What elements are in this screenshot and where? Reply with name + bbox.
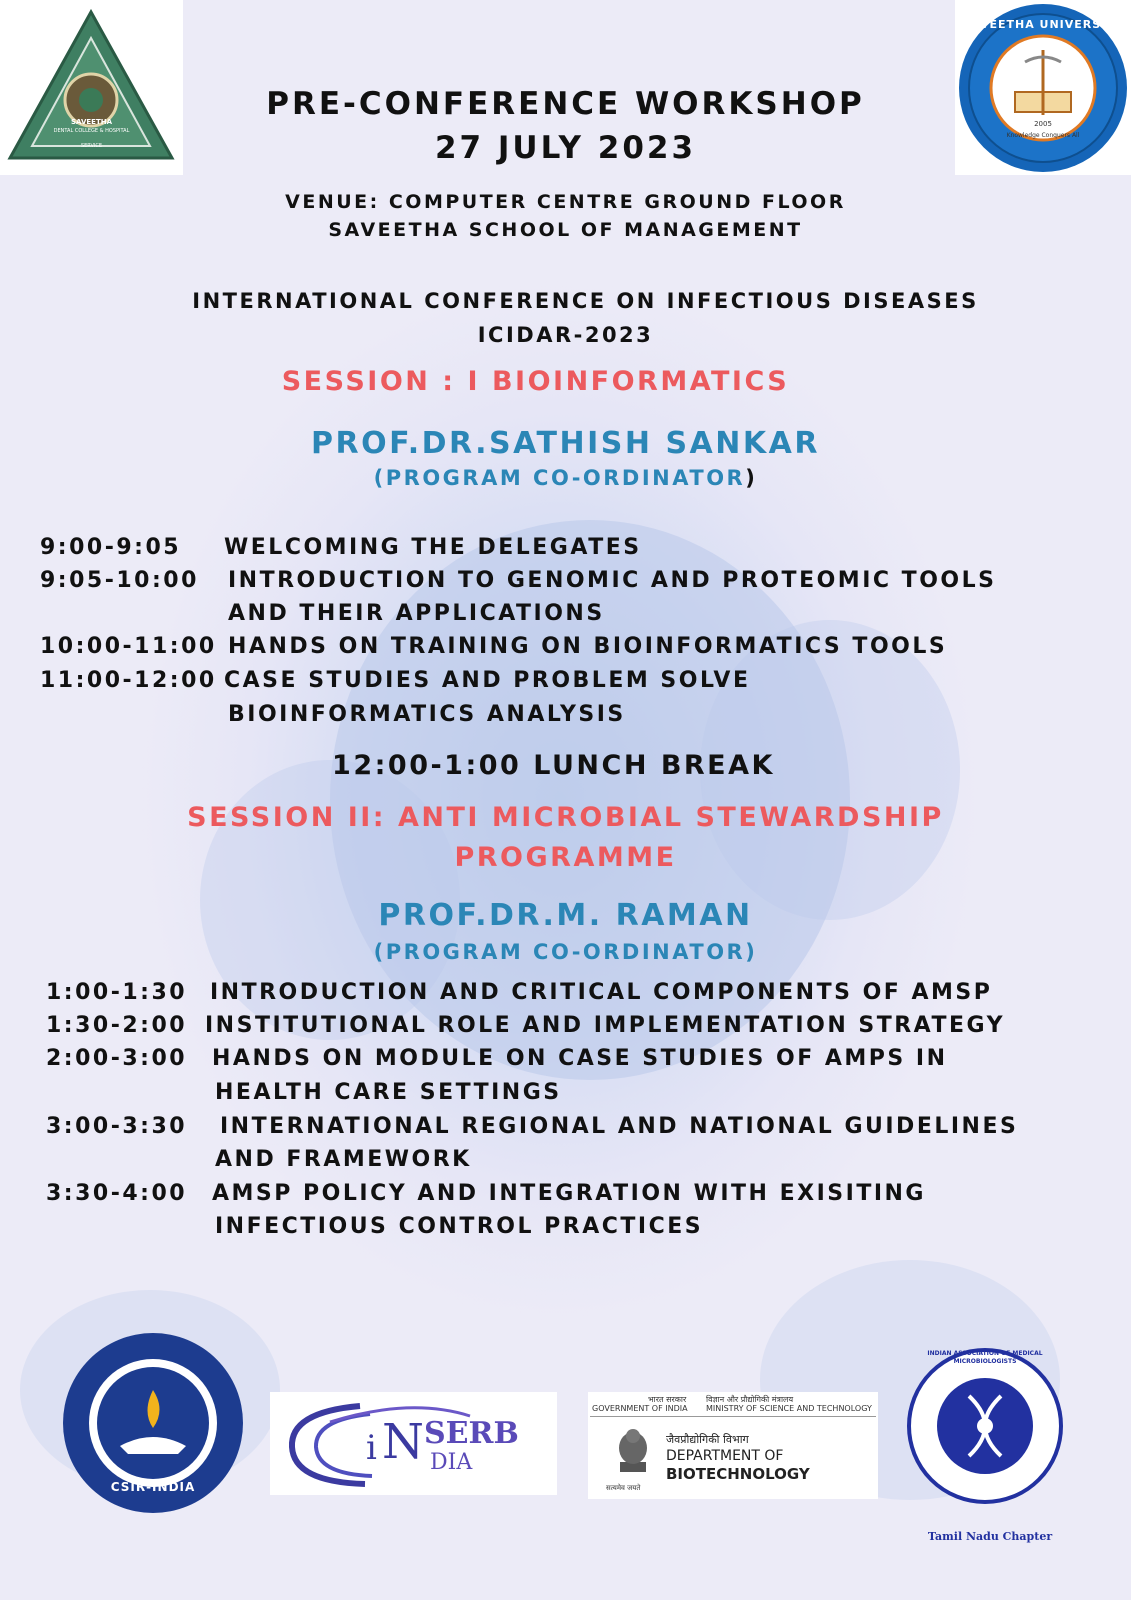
s2-time-2: 2:00-3:00: [46, 1046, 188, 1071]
s1-item-3-line2: BIOINFORMATICS ANALYSIS: [228, 702, 626, 727]
saveetha-dental-name: SAVEETHA: [70, 118, 112, 126]
s2-item-1: INSTITUTIONAL ROLE AND IMPLEMENTATION STRATEGY: [205, 1013, 1006, 1038]
s1-time-2: 10:00-11:00: [40, 634, 217, 659]
inserb-n: N: [382, 1414, 424, 1470]
inserb-serb: SERB: [424, 1416, 519, 1451]
inserb-logo: [270, 1392, 557, 1495]
s2-item-3-line2: AND FRAMEWORK: [215, 1147, 472, 1172]
lunch-break: 12:00-1:00 LUNCH BREAK: [332, 750, 775, 781]
venue-line-1: VENUE: COMPUTER CENTRE GROUND FLOOR: [285, 191, 846, 213]
s2-item-4: AMSP POLICY AND INTEGRATION WITH EXISITING: [212, 1181, 926, 1206]
s1-item-3: CASE STUDIES AND PROBLEM SOLVE: [224, 668, 751, 693]
workshop-date: 27 JULY 2023: [434, 130, 697, 166]
s2-time-0: 1:00-1:30: [46, 980, 188, 1005]
conference-name: INTERNATIONAL CONFERENCE ON INFECTIOUS DISEASES: [192, 289, 979, 313]
session-1-role-close: ): [745, 466, 758, 490]
dbt-dept-hindi: जैवप्रौद्योगिकी विभाग: [666, 1433, 749, 1446]
emblem-icon: [612, 1422, 654, 1482]
s2-time-3: 3:00-3:30: [46, 1114, 188, 1139]
s1-time-1: 9:05-10:00: [40, 568, 199, 593]
s2-time-1: 1:30-2:00: [46, 1013, 188, 1038]
dbt-gov-hindi: भारत सरकार: [648, 1395, 687, 1404]
s1-item-1-line2: AND THEIR APPLICATIONS: [228, 601, 605, 626]
dbt-biotechnology: BIOTECHNOLOGY: [666, 1465, 810, 1483]
s2-item-2-line2: HEALTH CARE SETTINGS: [215, 1080, 562, 1105]
csir-label: CSIR-INDIA: [110, 1480, 196, 1494]
inserb-dia: DIA: [430, 1450, 473, 1475]
saveetha-dental-service: SERVICE: [80, 143, 103, 149]
session-1-role: [0, 466, 1131, 490]
session-1-title: SESSION : I BIOINFORMATICS: [281, 366, 790, 397]
session-1-role-text: (PROGRAM CO-ORDINATOR: [373, 466, 746, 490]
iamm-chapter: Tamil Nadu Chapter: [927, 1530, 1053, 1543]
saveetha-univ-name: SAVEETHA UNIVERSITY: [962, 18, 1124, 31]
saveetha-univ-year: 2005: [1034, 120, 1052, 128]
dbt-department: DEPARTMENT OF: [666, 1448, 784, 1464]
session-2-coordinator: PROF.DR.M. RAMAN: [378, 898, 753, 933]
s2-item-3: INTERNATIONAL REGIONAL AND NATIONAL GUIDELINES: [220, 1114, 1019, 1139]
iamm-name: INDIAN ASSOCIATION OF MEDICAL MICROBIOLOGISTS: [927, 1350, 1043, 1365]
s2-item-0: INTRODUCTION AND CRITICAL COMPONENTS OF AMSP: [210, 980, 993, 1005]
s1-time-3: 11:00-12:00: [40, 668, 217, 693]
s1-item-0: WELCOMING THE DELEGATES: [224, 535, 642, 560]
s2-item-4-line2: INFECTIOUS CONTROL PRACTICES: [215, 1214, 704, 1239]
inserb-i: i: [366, 1428, 377, 1468]
session-2-title: SESSION II: ANTI MICROBIAL STEWARDSHIP: [187, 802, 944, 833]
s1-item-2: HANDS ON TRAINING ON BIOINFORMATICS TOOLS: [228, 634, 948, 659]
session-2-title-line2: PROGRAMME: [454, 842, 677, 873]
csir-logo: [58, 1328, 248, 1518]
dbt-min-hindi: विज्ञान और प्रौद्योगिकी मंत्रालय: [706, 1395, 794, 1404]
s1-item-1: INTRODUCTION TO GENOMIC AND PROTEOMIC TOOLS: [228, 568, 997, 593]
s2-item-2: HANDS ON MODULE ON CASE STUDIES OF AMPS IN: [212, 1046, 948, 1071]
dbt-motto: सत्यमेव जयते: [606, 1484, 641, 1492]
session-2-role: (PROGRAM CO-ORDINATOR): [373, 940, 758, 964]
s2-time-4: 3:30-4:00: [46, 1181, 188, 1206]
saveetha-univ-motto: Knowledge Conquers All: [1006, 132, 1080, 139]
s1-time-0: 9:00-9:05: [40, 535, 182, 560]
iamm-logo: [905, 1346, 1065, 1506]
conference-code: ICIDAR-2023: [477, 323, 654, 347]
workshop-title: PRE-CONFERENCE WORKSHOP: [266, 86, 865, 122]
saveetha-dental-sub: DENTAL COLLEGE & HOSPITAL: [53, 128, 130, 134]
venue-line-2: SAVEETHA SCHOOL OF MANAGEMENT: [328, 219, 803, 241]
dbt-gov: GOVERNMENT OF INDIA: [592, 1404, 688, 1413]
session-1-coordinator: PROF.DR.SATHISH SANKAR: [311, 426, 820, 461]
dbt-logo: [588, 1392, 878, 1499]
dbt-ministry: MINISTRY OF SCIENCE AND TECHNOLOGY: [706, 1404, 872, 1413]
